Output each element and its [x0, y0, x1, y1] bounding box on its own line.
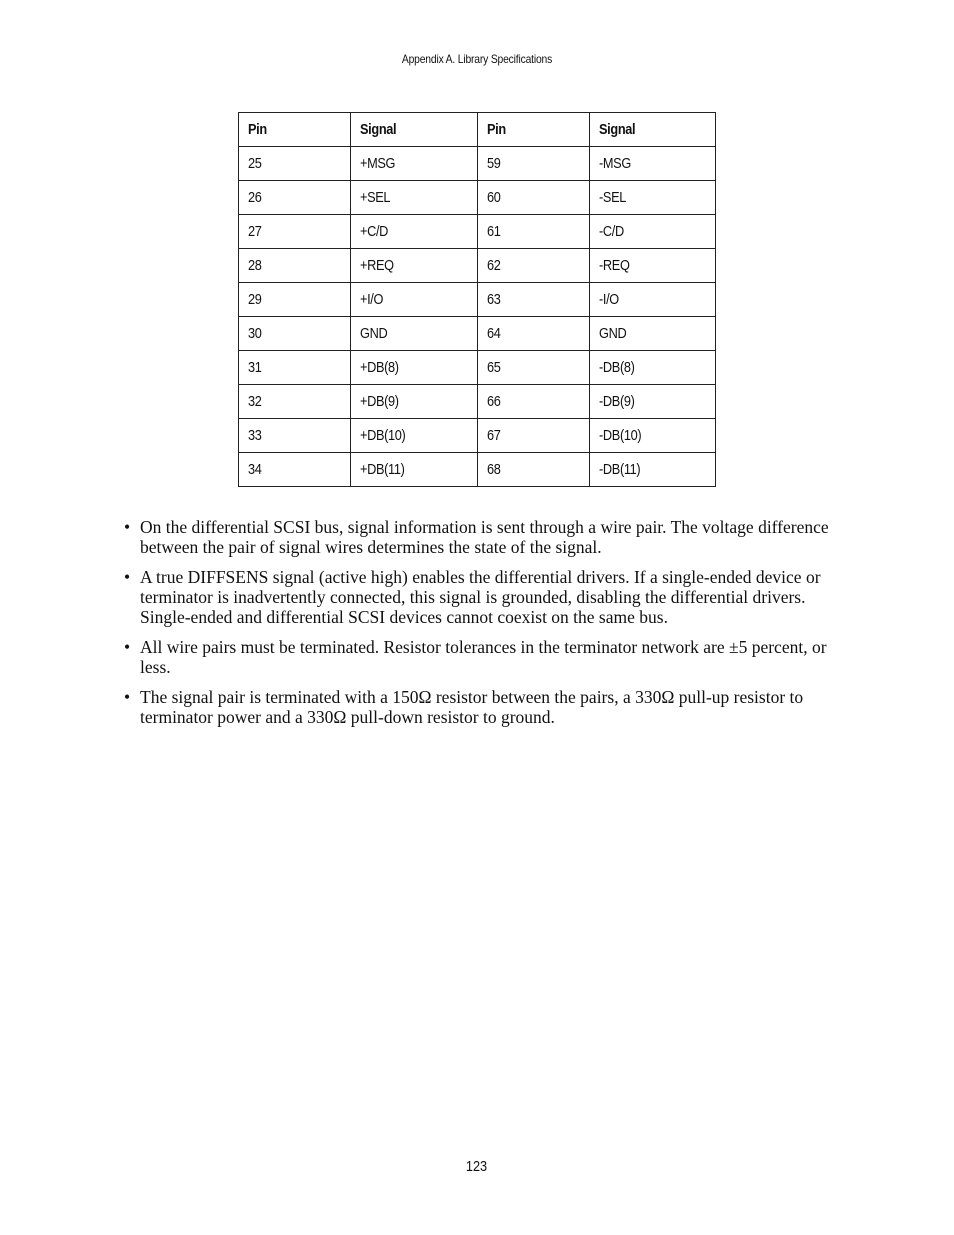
bullet-icon: •	[124, 567, 131, 587]
pin-cell: 61	[477, 215, 590, 249]
table-header-row	[239, 113, 716, 147]
pin-cell: 31	[239, 351, 351, 385]
table-row	[239, 385, 716, 419]
bullet-icon: •	[124, 517, 131, 537]
signal-cell: -DB(11)	[590, 453, 716, 487]
pin-cell: 63	[477, 283, 590, 317]
pin-cell: 26	[239, 181, 351, 215]
signal-cell: +I/O	[350, 283, 477, 317]
signal-cell: -C/D	[590, 215, 716, 249]
list-item-text: A true DIFFSENS signal (active high) enables the differential drivers. If a single-ended device or terminator is inadvertently connected, this signal is grounded, disabling the differential drivers. Single-ended and differential SCSI devices cannot coexist on the same bus.	[140, 567, 821, 627]
pin-cell: 34	[239, 453, 351, 487]
list-item	[124, 567, 840, 627]
table-row	[239, 453, 716, 487]
signal-cell: GND	[590, 317, 716, 351]
pin-cell: 32	[239, 385, 351, 419]
table-row	[239, 419, 716, 453]
pin-cell: 29	[239, 283, 351, 317]
pin-cell: 59	[477, 147, 590, 181]
signal-cell: +REQ	[350, 249, 477, 283]
signal-cell: -DB(9)	[590, 385, 716, 419]
bullet-icon: •	[124, 637, 131, 657]
table-row	[239, 249, 716, 283]
pin-signal-table	[238, 112, 716, 487]
signal-cell: -DB(8)	[590, 351, 716, 385]
signal-cell: +DB(10)	[350, 419, 477, 453]
table-row	[239, 317, 716, 351]
pin-cell: 65	[477, 351, 590, 385]
table-row	[239, 283, 716, 317]
pin-cell: 60	[477, 181, 590, 215]
list-item-text: On the differential SCSI bus, signal information is sent through a wire pair. The voltage difference between the pair of signal wires determines the state of the signal.	[140, 517, 829, 557]
signal-cell: GND	[350, 317, 477, 351]
list-item	[124, 517, 840, 557]
signal-cell: -I/O	[590, 283, 716, 317]
pin-cell: 68	[477, 453, 590, 487]
signal-cell: +SEL	[350, 181, 477, 215]
page-number: 123	[466, 1158, 488, 1175]
pin-cell: 66	[477, 385, 590, 419]
table-row	[239, 215, 716, 249]
signal-cell: +DB(9)	[350, 385, 477, 419]
notes-list	[124, 517, 840, 737]
signal-cell: -SEL	[590, 181, 716, 215]
column-header-signal: Signal	[590, 113, 716, 147]
bullet-icon: •	[124, 687, 131, 707]
pin-cell: 67	[477, 419, 590, 453]
table-row	[239, 147, 716, 181]
column-header-pin: Pin	[477, 113, 590, 147]
signal-cell: +C/D	[350, 215, 477, 249]
signal-cell: -REQ	[590, 249, 716, 283]
signal-cell: +MSG	[350, 147, 477, 181]
list-item-text: All wire pairs must be terminated. Resistor tolerances in the terminator network are ±5 percent, or less.	[140, 637, 827, 677]
signal-cell: +DB(11)	[350, 453, 477, 487]
signal-cell: +DB(8)	[350, 351, 477, 385]
pin-cell: 64	[477, 317, 590, 351]
table-body	[239, 147, 716, 487]
pin-cell: 25	[239, 147, 351, 181]
running-head: Appendix A. Library Specifications	[401, 52, 553, 66]
signal-cell: -MSG	[590, 147, 716, 181]
table-row	[239, 181, 716, 215]
pin-cell: 33	[239, 419, 351, 453]
pin-cell: 30	[239, 317, 351, 351]
column-header-signal: Signal	[350, 113, 477, 147]
pin-cell: 27	[239, 215, 351, 249]
signal-cell: -DB(10)	[590, 419, 716, 453]
pin-cell: 28	[239, 249, 351, 283]
pin-cell: 62	[477, 249, 590, 283]
list-item	[124, 687, 840, 727]
list-item	[124, 637, 840, 677]
list-item-text: The signal pair is terminated with a 150Ω resistor between the pairs, a 330Ω pull-up resistor to terminator power and a 330Ω pull-down resistor to ground.	[140, 687, 804, 727]
column-header-pin: Pin	[239, 113, 351, 147]
table-row	[239, 351, 716, 385]
